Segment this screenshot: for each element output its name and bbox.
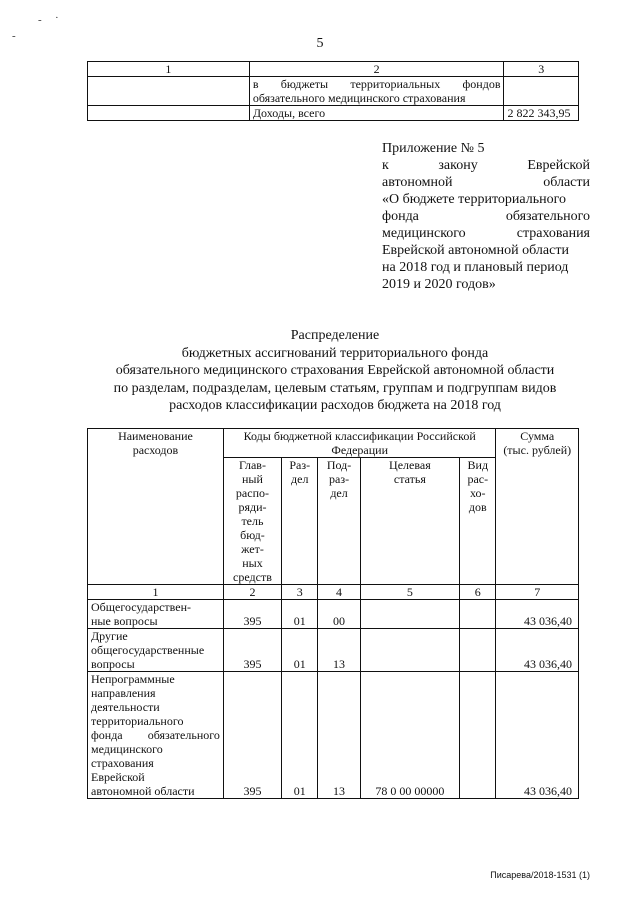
row2-vid: [460, 629, 496, 672]
annex-title: Приложение № 5: [382, 141, 485, 156]
row2-razdel: 01: [282, 629, 318, 672]
scan-mark-dash: -: [38, 14, 42, 26]
row2-sum: 43 036,40: [496, 629, 579, 672]
head-sum-cell: Сумма (тыс. рублей): [496, 429, 579, 585]
annex-line-7: на 2018 год и плановый период: [382, 260, 569, 275]
row2-podrazdel: 13: [318, 629, 360, 672]
row1-vid: [460, 600, 496, 629]
annex-line-3: «О бюджете территориального: [382, 192, 566, 207]
row2-name: Другие общегосударственные вопросы: [88, 629, 224, 672]
table-row: [88, 629, 579, 672]
head-vid-cell: Вид рас- хо- дов: [460, 458, 496, 585]
col-number-6: 6: [460, 585, 496, 600]
title-line-2: бюджетных ассигнований территориального фонда: [181, 345, 489, 361]
annex-line-4: фонда обязательного: [382, 209, 590, 224]
document-title: [70, 327, 600, 415]
row3-glav: 395: [223, 672, 281, 799]
row2-celevaya: [360, 629, 459, 672]
table-row: [88, 600, 579, 629]
scan-mark-dash-left: -: [12, 30, 16, 42]
col-number-3: 3: [282, 585, 318, 600]
annex-block: [382, 140, 590, 293]
title-line-5: расходов классификации расходов бюджета на 2018 год: [169, 398, 501, 413]
row1-podrazdel: 00: [318, 600, 360, 629]
head-podrazdel-cell: Под- раз- дел: [318, 458, 360, 585]
row1-sum: 43 036,40: [496, 600, 579, 629]
row3-razdel: 01: [282, 672, 318, 799]
annex-line-2: автономной области: [382, 175, 590, 190]
row2-glav: 395: [223, 629, 281, 672]
top-row1-col2: [249, 77, 504, 106]
row1-name: Общегосударствен- ные вопросы: [88, 600, 224, 629]
head-name-cell: Наименование расходов: [88, 429, 224, 585]
page-number: 5: [316, 36, 324, 51]
top-table-header-row: [88, 62, 579, 77]
row3-name: Непрограммные направления деятельности территориального фонда обязательного медицинского страхования Еврейской автономной области: [88, 672, 224, 799]
title-line-4: по разделам, подразделам, целевым статьям, группам и подгруппам видов: [113, 380, 557, 396]
col-numbers-row: [88, 585, 579, 600]
top-table-row-total: [88, 106, 579, 121]
col-number-2: 2: [223, 585, 281, 600]
top-row1-col1: [88, 77, 250, 106]
top-table-row-budgets: [88, 77, 579, 106]
head-glavny-cell: Глав- ный распо- ряди- тель бюд- жет- ных средств: [223, 458, 281, 585]
row1-razdel: 01: [282, 600, 318, 629]
col-number-7: 7: [496, 585, 579, 600]
top-row2-col1: [88, 106, 250, 121]
top-row1-text-line1: в бюджеты территориальных фондов: [252, 77, 501, 91]
row3-vid: [460, 672, 496, 799]
allocation-table: [87, 428, 579, 799]
top-row2-value: 2 822 343,95: [504, 106, 579, 121]
document-footer-id: Писарева/2018-1531 (1): [490, 870, 590, 880]
row3-sum: 43 036,40: [496, 672, 579, 799]
col-number-5: 5: [360, 585, 459, 600]
annex-line-1: к закону Еврейской: [382, 158, 590, 173]
top-continuation-table: [87, 61, 579, 121]
top-col-1-number: 1: [88, 62, 250, 77]
col-number-1: 1: [88, 585, 224, 600]
top-row1-col3: [504, 77, 579, 106]
annex-line-8: 2019 и 2020 годов»: [382, 277, 496, 292]
row3-podrazdel: 13: [318, 672, 360, 799]
top-col-2-number: 2: [249, 62, 504, 77]
annex-line-6: Еврейской автономной области: [382, 243, 569, 258]
top-col-3-number: 3: [504, 62, 579, 77]
row1-glav: 395: [223, 600, 281, 629]
col-number-4: 4: [318, 585, 360, 600]
title-line-1: Распределение: [290, 328, 380, 343]
scan-mark-dot: ·: [55, 12, 59, 24]
annex-line-5: медицинского страхования: [382, 226, 590, 241]
head-celevaya-cell: Целевая статья: [360, 458, 459, 585]
table-row: [88, 672, 579, 799]
head-codes-cell: Коды бюджетной классификации Российской Федерации: [223, 429, 496, 458]
top-row2-label: Доходы, всего: [249, 106, 504, 121]
row3-celevaya: 78 0 00 00000: [360, 672, 459, 799]
title-line-3: обязательного медицинского страхования Еврейской автономной области: [115, 363, 555, 378]
main-head-row-1: [88, 429, 579, 458]
top-row1-text-line2: обязательного медицинского страхования: [252, 91, 466, 105]
row1-celevaya: [360, 600, 459, 629]
head-razdel-cell: Раз- дел: [282, 458, 318, 585]
